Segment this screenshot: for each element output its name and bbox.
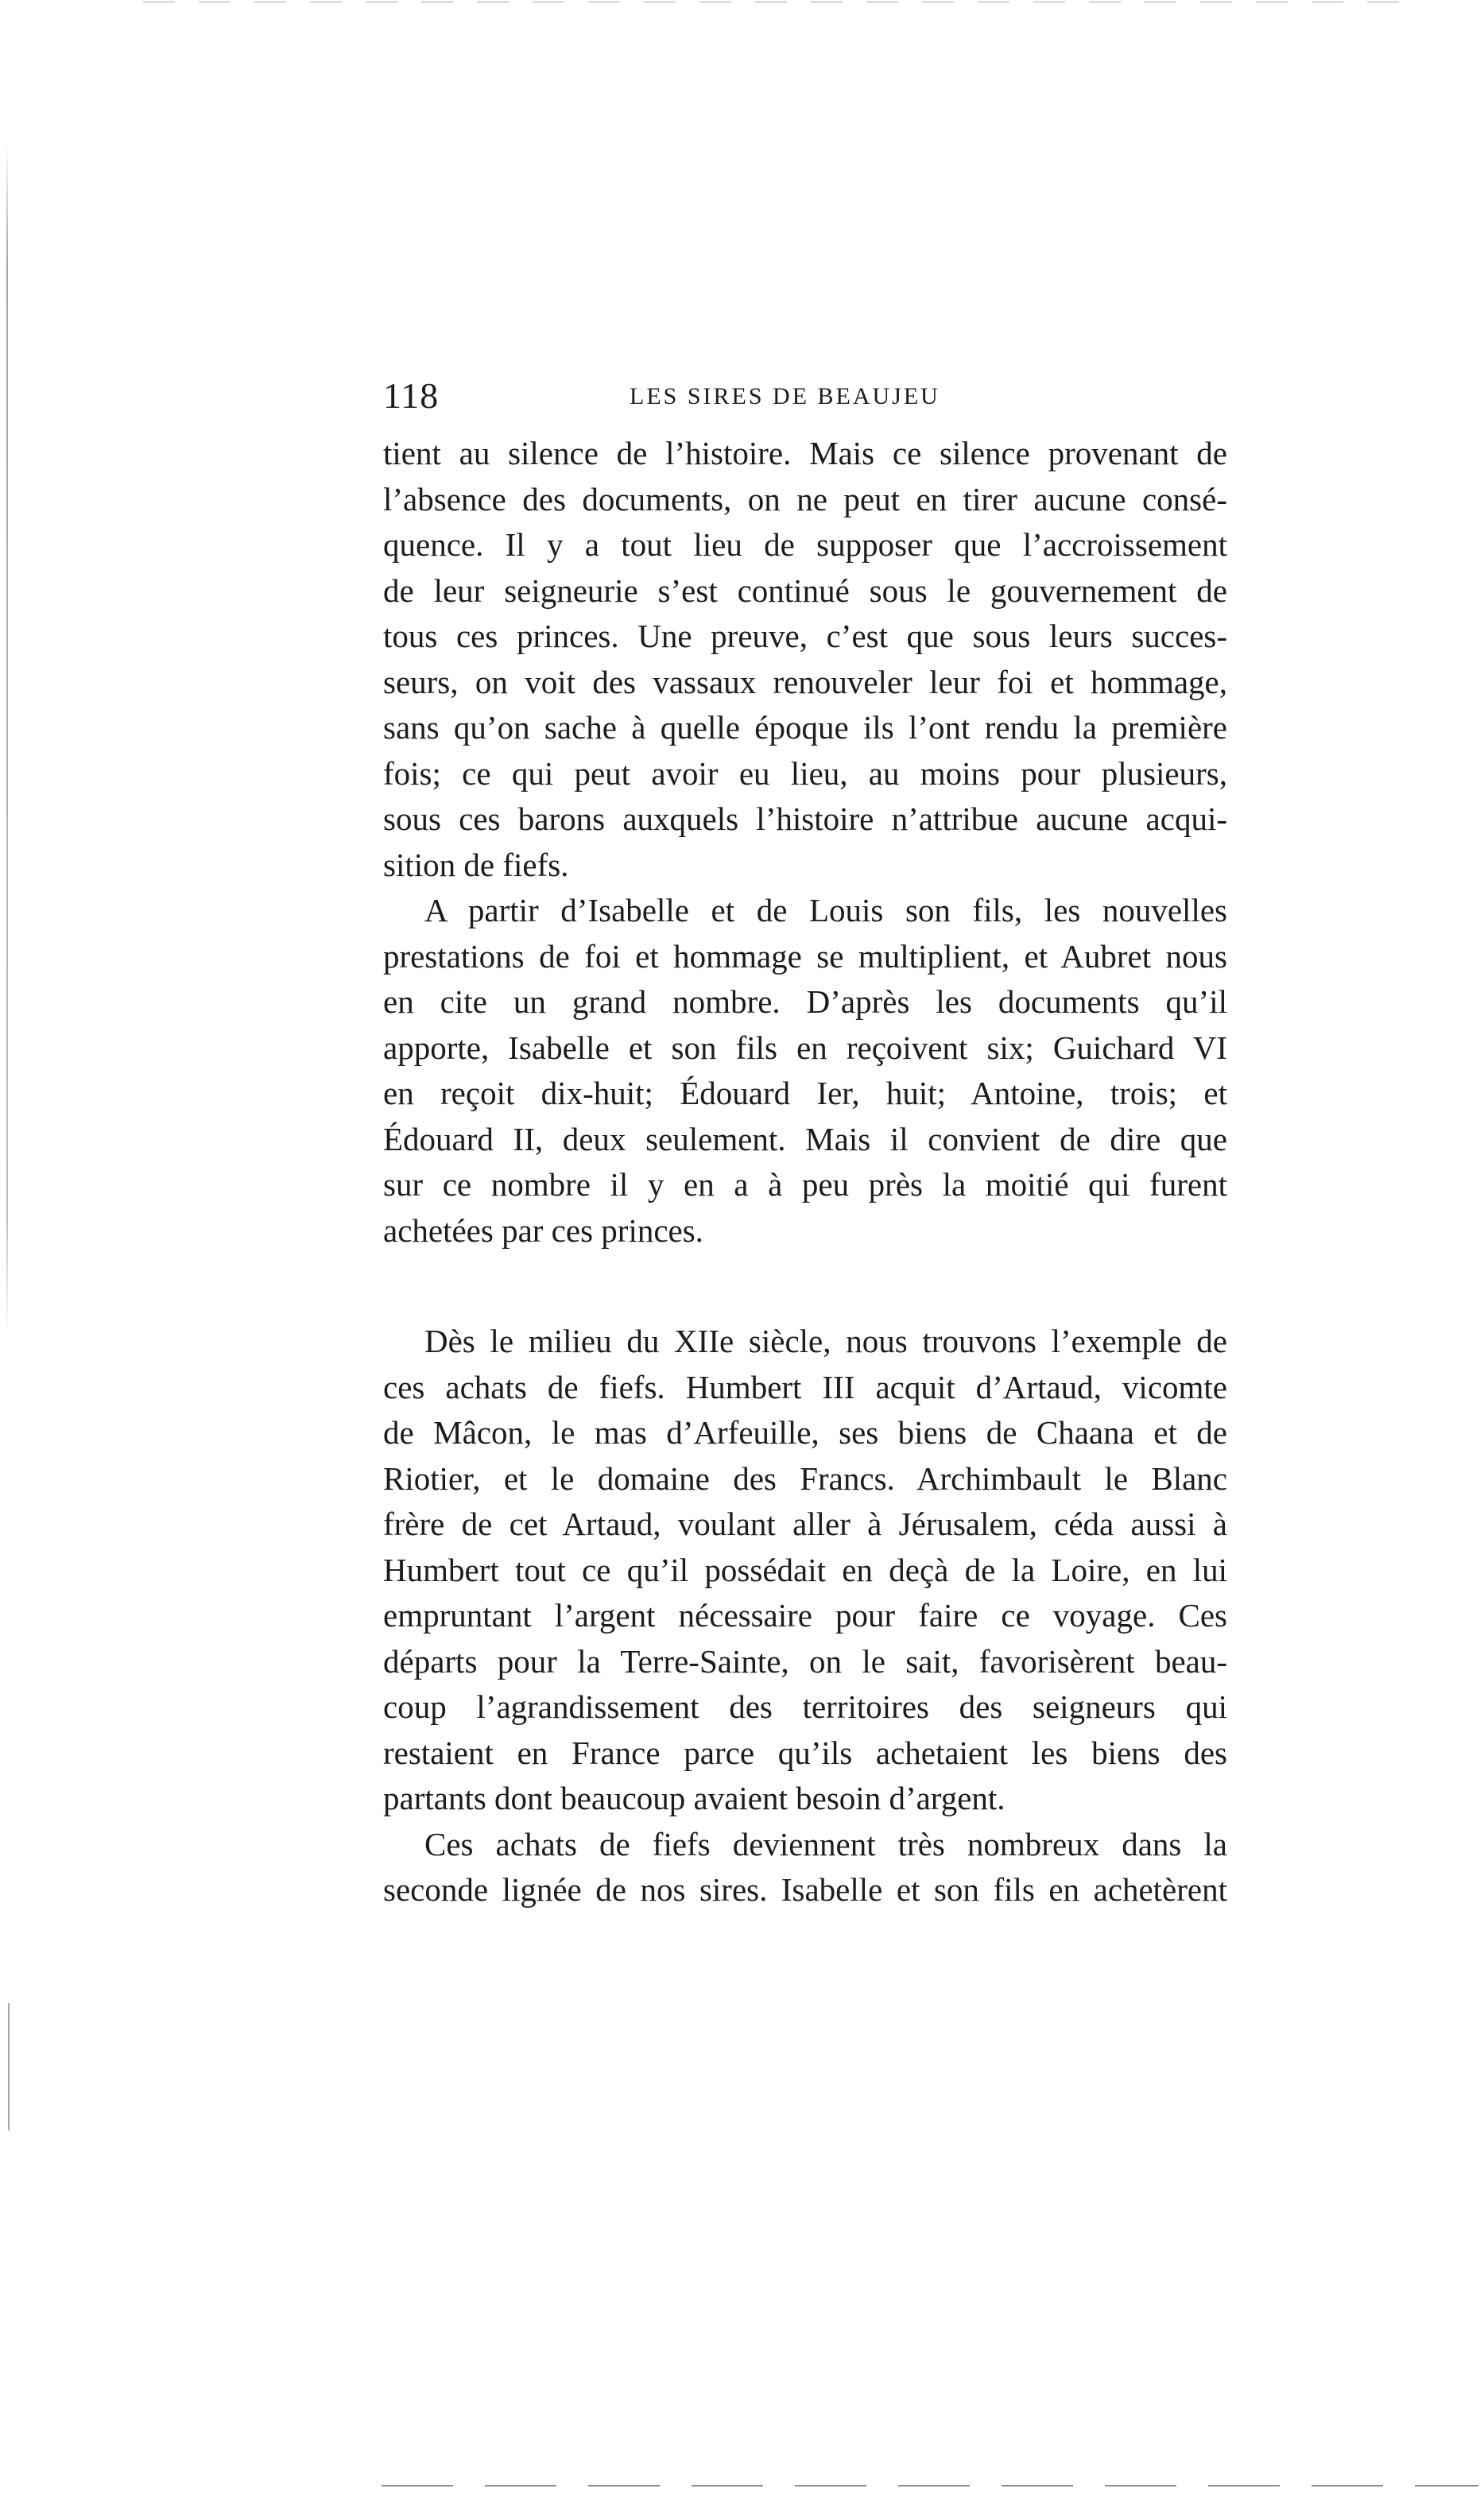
text-line: sition de fiefs. bbox=[383, 846, 569, 883]
paragraph-1 bbox=[383, 431, 1227, 888]
text-line: en reçoit dix-huit; Édouard Ier, huit; Antoine, trois; et bbox=[383, 1075, 1227, 1111]
text-line: Riotier, et le domaine des Francs. Archimbault le Blanc bbox=[383, 1459, 1227, 1497]
paragraph-3 bbox=[383, 1319, 1227, 1822]
text-line: l’absence des documents, on ne peut en tirer aucune consé- bbox=[383, 480, 1227, 517]
running-head bbox=[383, 372, 1237, 420]
text-line: partants dont beaucoup avaient besoin d’argent. bbox=[383, 1780, 1005, 1816]
text-line: ces achats de fiefs. Humbert III acquit d’Artaud, vicomte bbox=[383, 1368, 1227, 1405]
text-line: sur ce nombre il y en a à peu près la moitié qui furent bbox=[383, 1166, 1227, 1203]
text-line: tous ces princes. Une preuve, c’est que sous leurs succes- bbox=[383, 618, 1227, 654]
text-line: sous ces barons auxquels l’histoire n’attribue aucune acqui- bbox=[383, 800, 1227, 837]
scan-edge-bottom bbox=[382, 2485, 1478, 2486]
text-line: fois; ce qui peut avoir eu lieu, au moins pour plusieurs, bbox=[383, 754, 1227, 792]
text-line: apporte, Isabelle et son fils en reçoivent six; Guichard VI bbox=[383, 1029, 1227, 1066]
text-line: Humbert tout ce qu’il possédait en deçà de la Loire, en lui bbox=[383, 1551, 1227, 1588]
paragraph-4 bbox=[383, 1822, 1227, 1913]
text-line: Dès le milieu du XIIe siècle, nous trouvons l’exemple de bbox=[424, 1323, 1227, 1359]
scan-edge-left bbox=[6, 143, 8, 1335]
text-line: seconde lignée de nos sires. Isabelle et son fils en achetèrent bbox=[383, 1871, 1227, 1908]
text-line: seurs, on voit des vassaux renouveler leur foi et hommage, bbox=[383, 663, 1227, 700]
text-line: de leur seigneurie s’est continué sous le gouvernement de bbox=[383, 572, 1227, 609]
text-line: quence. Il y a tout lieu de supposer que l’accroissement bbox=[383, 526, 1227, 563]
page-number: 118 bbox=[383, 375, 440, 416]
section-gap bbox=[383, 1254, 1227, 1319]
text-line: coup l’agrandissement des territoires des seigneurs qui bbox=[383, 1688, 1227, 1725]
scan-edge-left-lower bbox=[8, 2003, 10, 2130]
text-line: empruntant l’argent nécessaire pour faire ce voyage. Ces bbox=[383, 1597, 1227, 1634]
text-line: achetées par ces princes. bbox=[383, 1211, 703, 1249]
text-line: frère de cet Artaud, voulant aller à Jérusalem, céda aussi à bbox=[383, 1506, 1227, 1542]
text-line: tient au silence de l’histoire. Mais ce silence provenant de bbox=[383, 435, 1227, 471]
paragraph-2 bbox=[383, 888, 1227, 1254]
text-line: A partir d’Isabelle et de Louis son fils, les nouvelles bbox=[424, 892, 1227, 928]
body-text bbox=[383, 431, 1227, 1913]
text-line: départs pour la Terre-Sainte, on le sait, favorisèrent beau- bbox=[383, 1642, 1227, 1680]
running-title: LES SIRES DE BEAUJEU bbox=[630, 383, 940, 409]
text-line: en cite un grand nombre. D’après les documents qu’il bbox=[383, 983, 1227, 1020]
text-line: sans qu’on sache à quelle époque ils l’ont rendu la première bbox=[383, 709, 1227, 746]
text-line: de Mâcon, le mas d’Arfeuille, ses biens de Chaana et de bbox=[383, 1414, 1227, 1451]
text-line: Édouard II, deux seulement. Mais il convient de dire que bbox=[383, 1120, 1227, 1157]
text-line: restaient en France parce qu’ils achetaient les biens des bbox=[383, 1734, 1227, 1771]
text-line: prestations de foi et hommage se multiplient, et Aubret nous bbox=[383, 937, 1227, 975]
text-line: Ces achats de fiefs deviennent très nombreux dans la bbox=[424, 1825, 1227, 1862]
